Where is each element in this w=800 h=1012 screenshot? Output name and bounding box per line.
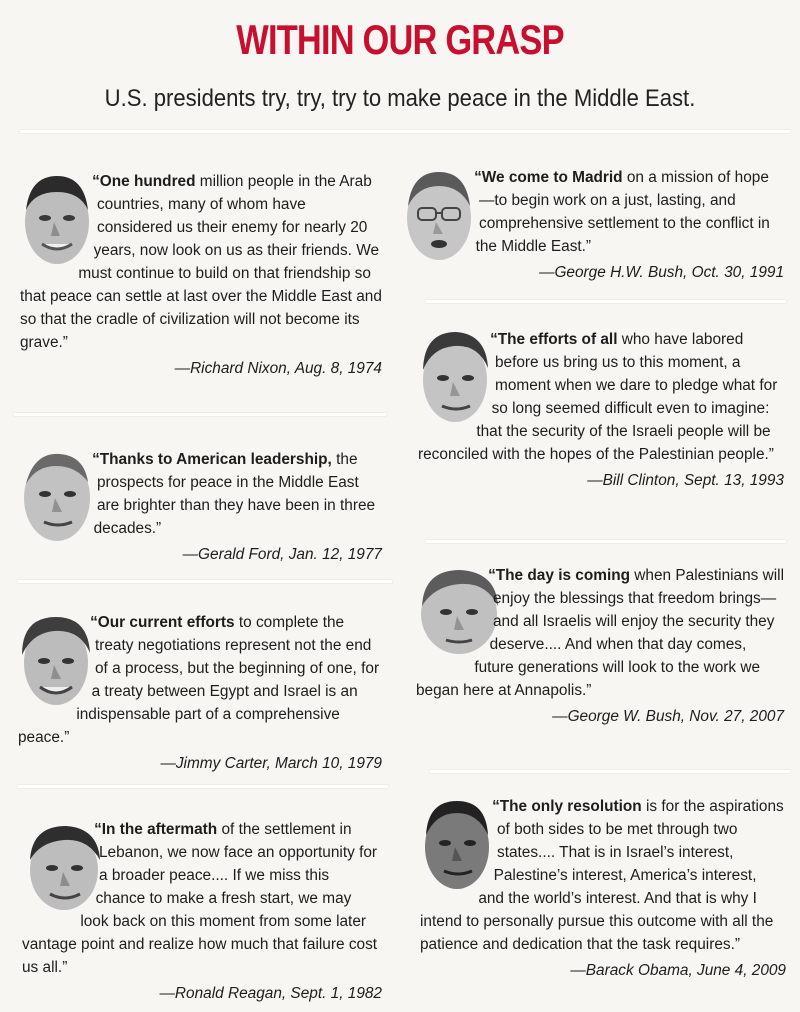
quote-attribution: —George W. Bush, Nov. 27, 2007	[552, 708, 784, 725]
quote-obama	[420, 795, 786, 983]
rule-left-2	[18, 580, 392, 583]
quote-body: the prospects for peace in the Middle East are brighter than they have been in three decades.”	[93, 451, 376, 537]
quote-attribution: —Ronald Reagan, Sept. 1, 1982	[159, 985, 382, 1002]
quote-lead: “The day is coming	[488, 567, 631, 584]
quote-body: of the settlement in Lebanon, we now face an opportunity for a broader peace.... If we miss this chance to make a fresh start, we may look back on this moment from some later vantage point and realize how much that failure cost us all.”	[22, 821, 378, 976]
quote-lead: “Thanks to American leadership,	[92, 451, 332, 468]
rule-right-3	[430, 770, 790, 773]
quote-attribution: —Jimmy Carter, March 10, 1979	[160, 755, 382, 772]
quote-lead: “Our current efforts	[90, 614, 235, 631]
quote-ford	[20, 448, 382, 567]
quote-body: million people in the Arab countries, many of whom have considered us their enemy for nearly 20 years, now look on us as their friends. We must continue to build on that friendship so that peace can settle at last over the Middle East and so that the cradle of civilization will not become its grave.”	[20, 173, 382, 351]
page-subtitle: U.S. presidents try, try, try to make peace in the Middle East.	[104, 85, 696, 112]
rule-left-1	[14, 413, 386, 416]
quote-nixon	[20, 170, 382, 381]
rule-right-1	[426, 300, 786, 303]
quote-attribution: —Richard Nixon, Aug. 8, 1974	[174, 360, 382, 377]
quote-lead: “The efforts of all	[490, 331, 618, 348]
quote-attribution: —Gerald Ford, Jan. 12, 1977	[182, 546, 382, 563]
rule-right-2	[426, 540, 786, 543]
quote-reagan	[22, 818, 382, 1006]
quote-body: to complete the treaty negotiations represent not the end of a process, but the beginning of one, for a treaty between Egypt and Israel is an indispensable part of a comprehensive peace.”	[18, 614, 380, 746]
quote-body: on a mission of hope—to begin work on a just, lasting, and comprehensive settlement to the conflict in the Middle East.”	[475, 169, 770, 255]
rule-left-3	[18, 785, 388, 788]
quote-body: is for the aspirations of both sides to be met through two states.... That is in Israel’s interest, Palestine’s interest, America’s interest, and the world’s interest. And that is why I intend to personally pursue this outcome with all the patience and dedication that the task requires.”	[420, 798, 784, 953]
quote-attribution: —George H.W. Bush, Oct. 30, 1991	[539, 264, 784, 281]
nixon-portrait	[20, 170, 94, 266]
carter-portrait	[18, 611, 92, 707]
quote-bush-sr	[402, 166, 784, 285]
quote-bush-jr	[416, 564, 784, 729]
obama-portrait	[420, 795, 494, 891]
quote-carter	[18, 611, 382, 776]
quote-attribution: —Bill Clinton, Sept. 13, 1993	[587, 472, 784, 489]
quote-lead: “We come to Madrid	[474, 169, 623, 186]
rule-top	[20, 130, 790, 133]
clinton-portrait	[418, 328, 492, 424]
quote-lead: “The only resolution	[492, 798, 642, 815]
quote-lead: “One hundred	[92, 173, 196, 190]
quote-body: who have labored before us bring us to this moment, a moment when we dare to pledge what for so long seemed difficult even to imagine: that the security of the Israeli people will be reconciled with the hopes of the Palestinian people.”	[418, 331, 778, 463]
bush-sr-portrait	[402, 166, 476, 262]
quote-attribution: —Barack Obama, June 4, 2009	[570, 962, 786, 979]
quote-body: when Palestinians will enjoy the blessings that freedom brings—and all Israelis will enjoy the security they deserve.... And when that day comes, future generations will look to the work we began here at Annapolis.”	[416, 567, 785, 699]
ford-portrait	[20, 448, 94, 544]
quote-lead: “In the aftermath	[94, 821, 218, 838]
page-title: WITHIN OUR GRASP	[236, 16, 564, 63]
quote-clinton	[418, 328, 784, 493]
